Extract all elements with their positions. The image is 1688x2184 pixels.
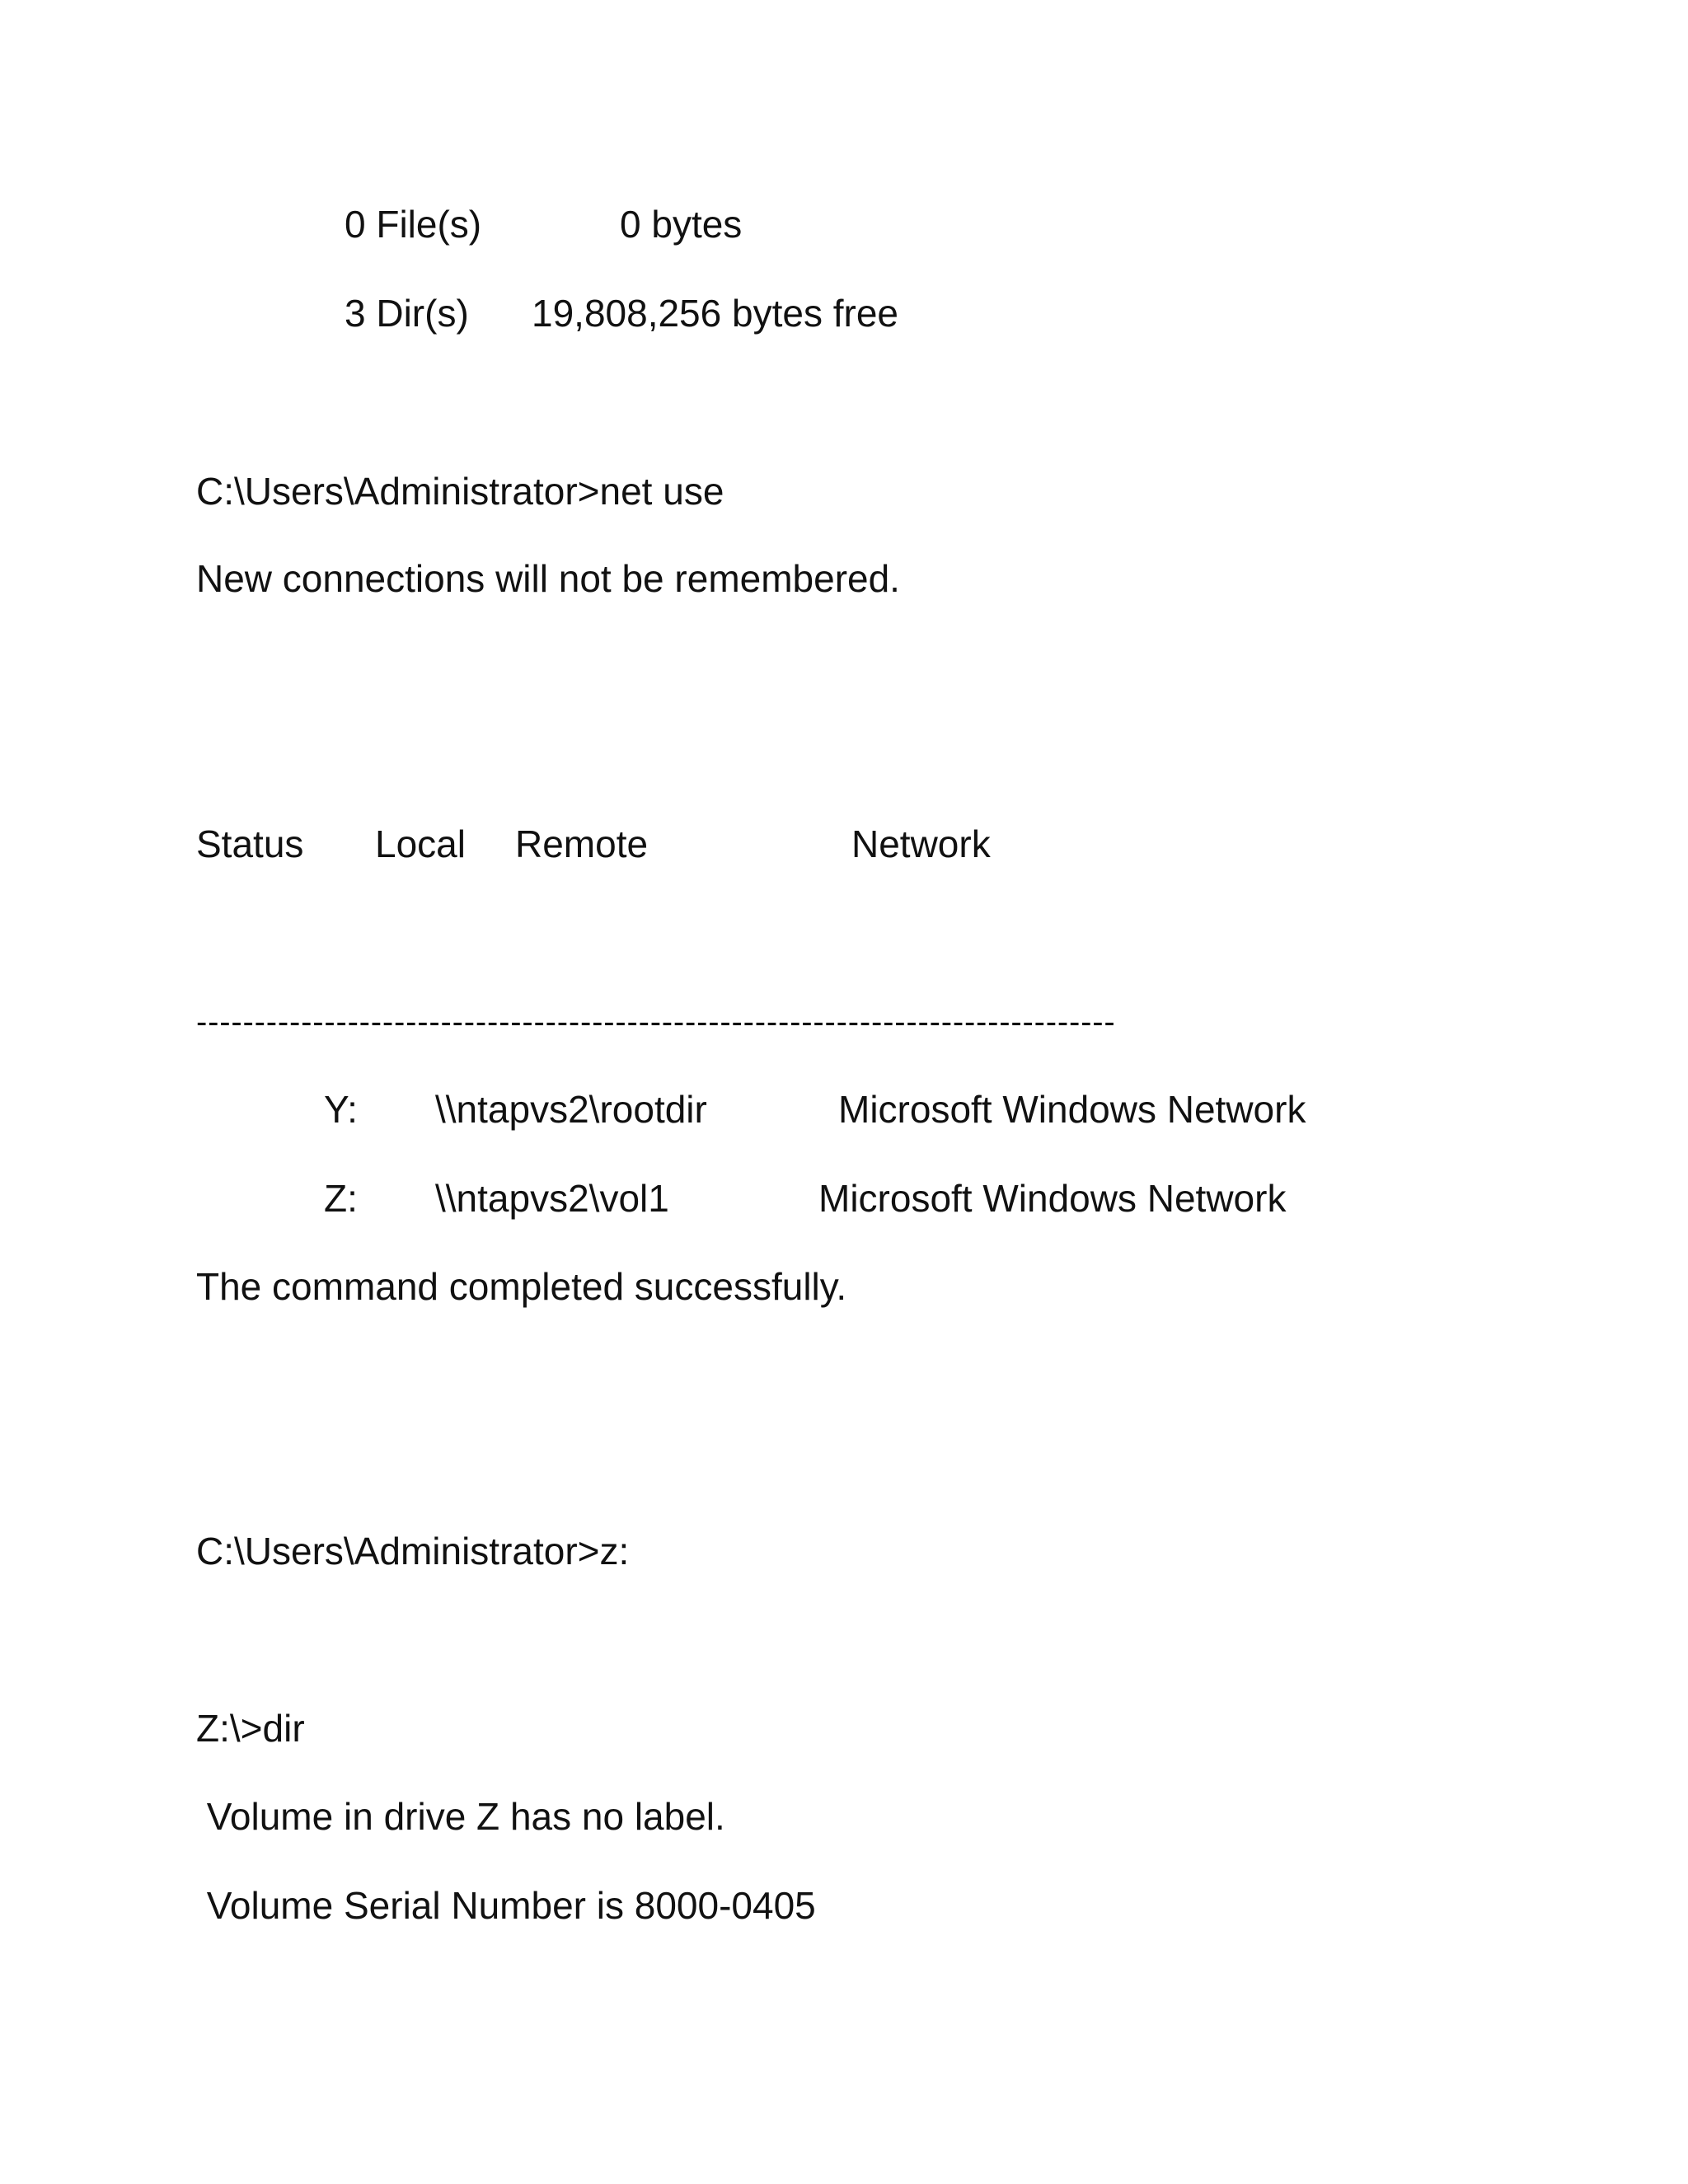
volume-label-line: Volume in drive Z has no label. [196,1795,725,1838]
dirs-free-space: 19,808,256 bytes free [532,292,898,335]
net-use-command: C:\Users\Administrator>net use [196,470,724,513]
row-y-network: Microsoft Windows Network [838,1088,1306,1131]
row-y-remote: \\ntapvs2\rootdir [435,1088,707,1131]
net-use-result: The command completed successfully. [196,1265,847,1308]
files-size: 0 bytes [620,203,743,246]
row-z-network: Microsoft Windows Network [818,1177,1287,1220]
header-local: Local [375,823,466,865]
row-z-local: Z: [324,1177,358,1220]
net-use-notice: New connections will not be remembered. [196,557,900,600]
separator-line: ------------------------------------------------------------------------------- [196,1004,1116,1040]
header-network: Network [851,823,991,865]
header-remote: Remote [515,823,649,865]
drive-change-command: C:\Users\Administrator>z: [196,1530,630,1572]
dir-command: Z:\>dir [196,1707,305,1750]
row-z-remote: \\ntapvs2\vol1 [435,1177,669,1220]
dirs-count: 3 Dir(s) [345,292,469,335]
volume-serial-line: Volume Serial Number is 8000-0405 [196,1884,816,1927]
row-y-local: Y: [324,1088,358,1131]
header-status: Status [196,823,304,865]
files-count: 0 File(s) [345,203,482,246]
